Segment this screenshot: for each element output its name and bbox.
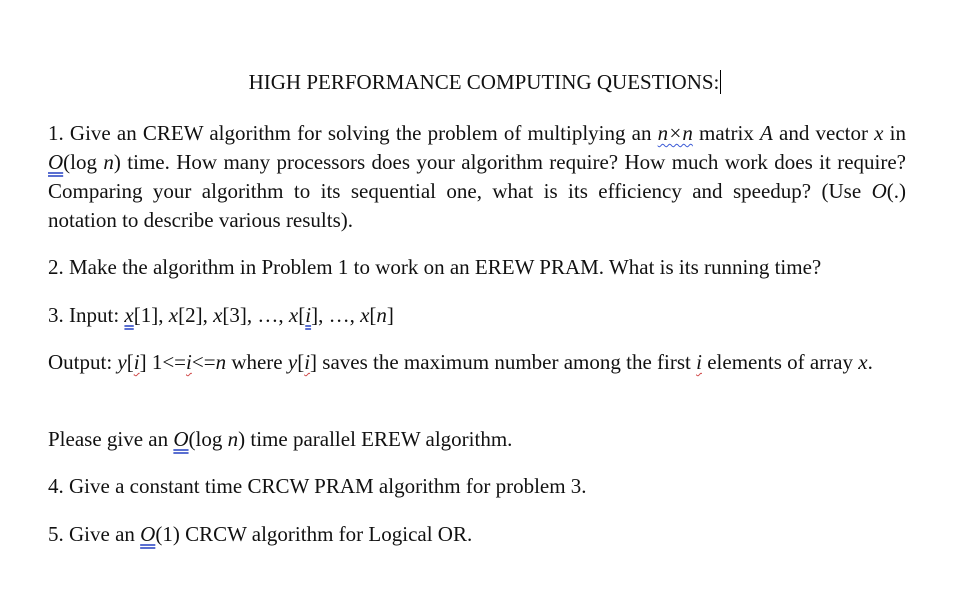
question-4: 4. Give a constant time CRCW PRAM algorithm for problem 3. bbox=[48, 474, 587, 498]
spellcheck-nxn: n×n bbox=[657, 121, 693, 145]
document-title: HIGH PERFORMANCE COMPUTING QUESTIONS: bbox=[248, 70, 720, 94]
question-5: 5. Give an O(1) CRCW algorithm for Logical OR. bbox=[48, 522, 473, 546]
question-1: 1. Give an CREW algorithm for solving the problem of multiplying an n×n matrix A and vector x in O(log n) time. How many processors does your algorithm require? How much work does it require? Comparing your algorithm to its sequential one, what is its efficiency and speedup? (Use O(.) notation to describe various results). bbox=[48, 121, 906, 232]
question-2: 2. Make the algorithm in Problem 1 to work on an EREW PRAM. What is its running time? bbox=[48, 255, 822, 279]
question-3-please: Please give an O(log n) time parallel EREW algorithm. bbox=[48, 427, 513, 451]
question-3-input: 3. Input: x[1], x[2], x[3], …, x[i], …, x[n] bbox=[48, 303, 394, 327]
grammar-mark-O: O bbox=[48, 150, 64, 174]
text-cursor bbox=[720, 70, 721, 94]
question-3-output: Output: y[i] 1<=i<=n where y[i] saves the maximum number among the first i elements of array x. bbox=[48, 350, 873, 374]
